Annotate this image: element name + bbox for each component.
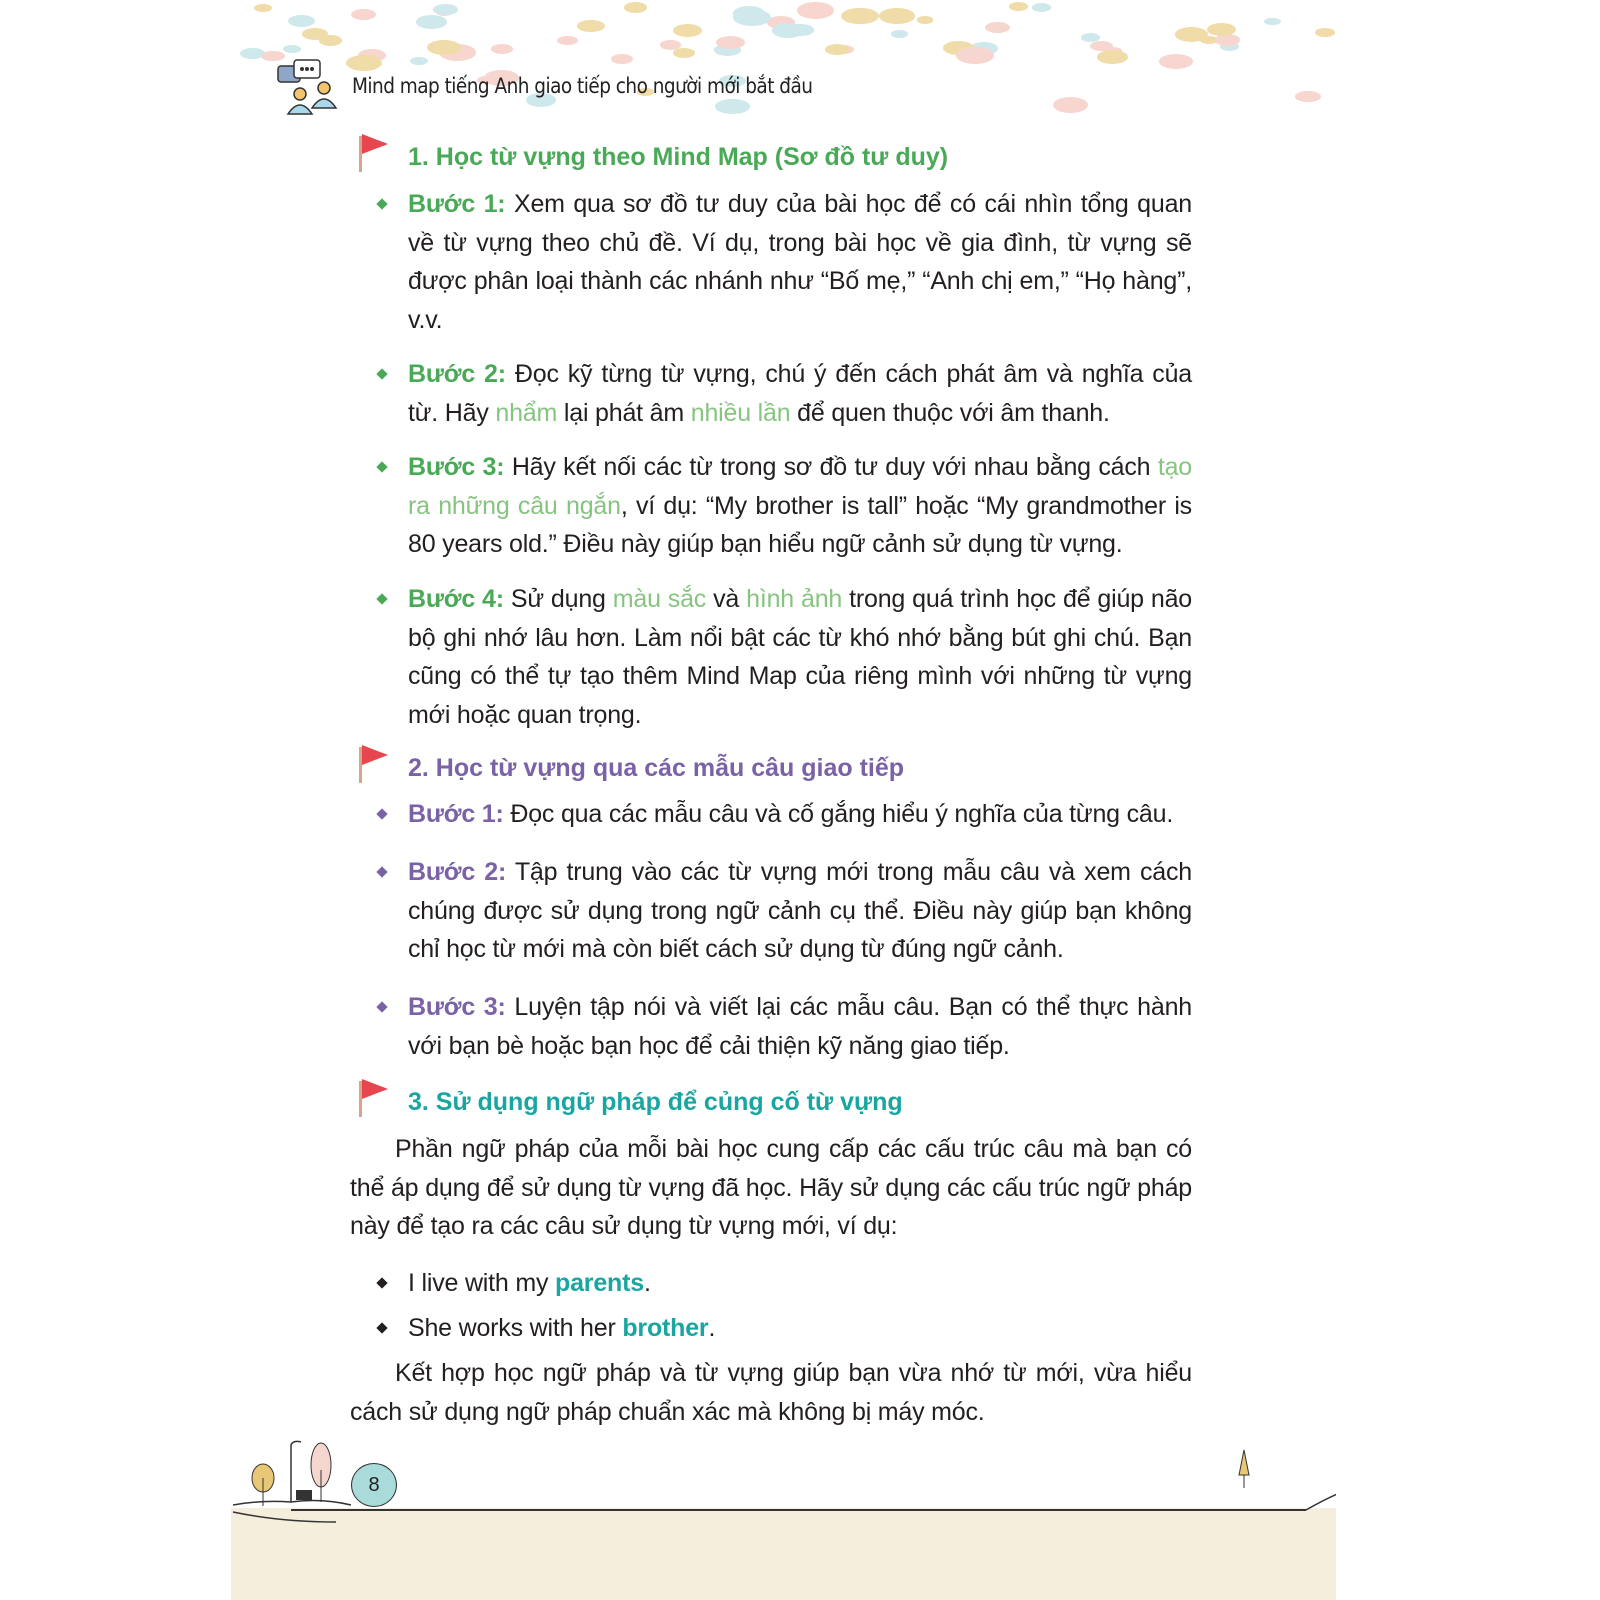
- header-decor-dot: [1264, 18, 1281, 26]
- flag-icon: [356, 132, 390, 174]
- header-decor-dot: [985, 22, 1010, 33]
- step-label: Bước 2:: [408, 858, 507, 886]
- header-decor-dot: [716, 36, 745, 49]
- page-number-badge: [351, 1463, 397, 1507]
- highlighted-text: tạo ra những câu ngắn: [408, 453, 1192, 520]
- step-text: Tập trung vào các từ vựng mới trong mẫu câu và xem cách chúng được sử dụng trong ngữ cảnh cụ thể. Điều này giúp bạn không chỉ học từ mới mà còn biết cách sử dụng từ đúng ngữ cảnh.: [408, 858, 1193, 964]
- header-decor-dot: [772, 23, 804, 37]
- header-decor-dot: [660, 40, 681, 49]
- example-item: [408, 1309, 1192, 1348]
- header-decor-dot: [1159, 54, 1193, 69]
- page-number: 8: [368, 1473, 380, 1496]
- outro-paragraph: Kết hợp học ngữ pháp và từ vựng giúp bạn vừa nhớ từ mới, vừa hiểu cách sử dụng ngữ pháp chuẩn xác mà không bị máy móc.: [350, 1359, 1192, 1426]
- header-decor-dot: [611, 54, 633, 64]
- header-decor-dot: [416, 15, 447, 29]
- header-decor-dot: [577, 20, 605, 32]
- section-heading: 2. Học từ vựng qua các mẫu câu giao tiếp: [408, 754, 905, 782]
- header-decor-dot: [351, 9, 376, 20]
- flag-icon: [356, 1077, 390, 1119]
- step-label: Bước 1:: [408, 190, 506, 218]
- step-item: [408, 448, 1192, 564]
- step-text: Đọc qua các mẫu câu và cố gắng hiểu ý nghĩa của từng câu.: [503, 800, 1174, 828]
- step-label: Bước 3:: [408, 453, 505, 481]
- highlighted-text: màu sắc: [612, 585, 707, 613]
- header-decor-dot: [879, 8, 914, 24]
- step-label: Bước 4:: [408, 585, 504, 613]
- flag-icon: [356, 743, 390, 785]
- header-decor-dot: [825, 44, 849, 55]
- header-decor-dot: [1315, 28, 1335, 37]
- header-decor-dot: [427, 40, 461, 55]
- step-item: [408, 185, 1192, 340]
- header-decor-dot: [288, 15, 315, 27]
- intro-paragraph: Phần ngữ pháp của mỗi bài học cung cấp các cấu trúc câu mà bạn có thể áp dụng để sử dụng từ vựng đã học. Hãy sử dụng các cấu trúc ngữ pháp này để tạo ra các câu sử dụng từ vựng mới, ví dụ:: [350, 1135, 1192, 1241]
- header-decor-dot: [797, 2, 834, 19]
- header-decor-dot: [891, 30, 908, 37]
- header-decor-dot: [956, 47, 994, 64]
- section-heading: 1. Học từ vựng theo Mind Map (Sơ đồ tư duy): [408, 143, 949, 171]
- step-text: Sử dụng: [503, 585, 613, 613]
- step-label: Bước 3:: [408, 993, 506, 1021]
- header-decor-dot: [917, 16, 933, 23]
- header-decor-dot: [1097, 50, 1128, 64]
- header-decor-dot: [346, 55, 382, 71]
- header-decor-dot: [410, 57, 428, 65]
- header-title: Mind map tiếng Anh giao tiếp cho người mới bắt đầu: [352, 74, 813, 98]
- header-decor-dot: [491, 44, 513, 54]
- header-decor-dot: [673, 48, 695, 58]
- step-label: Bước 2:: [408, 360, 506, 388]
- header-decor-dot: [841, 8, 878, 25]
- step-item: [408, 355, 1192, 432]
- step-text: Luyện tập nói và viết lại các mẫu câu. Bạn có thể thực hành với bạn bè hoặc bạn học để cải thiện kỹ năng giao tiếp.: [408, 993, 1192, 1060]
- header-decor-dot: [1032, 3, 1051, 11]
- header-decor-dot: [302, 28, 329, 40]
- step-item: [408, 795, 1192, 834]
- header-decor-dot: [624, 2, 647, 12]
- step-item: [408, 580, 1192, 735]
- header-decor-dot: [1053, 97, 1088, 113]
- step-text: , ví dụ: “My brother is tall” hoặc “My grandmother is 80 years old.” Điều này giúp bạn hiểu ngữ cảnh sử dụng từ vựng.: [408, 491, 1192, 559]
- header-decor-dot: [1009, 2, 1028, 11]
- step-text: lại phát âm: [557, 398, 691, 427]
- header-decor-dot: [1081, 33, 1100, 42]
- header-decor-dot: [733, 6, 765, 21]
- step-text: và: [706, 585, 747, 613]
- footer-landscape: [231, 1430, 1336, 1530]
- step-item: [408, 988, 1192, 1065]
- header-decor-dot: [557, 36, 578, 45]
- example-text: I live with my: [408, 1269, 556, 1297]
- example-item: [408, 1264, 1192, 1303]
- example-text: .: [643, 1269, 651, 1297]
- step-text: để quen thuộc với âm thanh.: [790, 398, 1110, 427]
- step-text: trong quá trình học để giúp não bộ ghi nhớ lâu hơn. Làm nổi bật các từ khó nhớ bằng bút ghi chú. Bạn cũng có thể tự tạo thêm Mind Map của riêng mình với những từ vựng mới hoặc quan trọng.: [408, 585, 1192, 730]
- step-text: Hãy kết nối các từ trong sơ đồ tư duy với nhau bằng cách: [504, 453, 1158, 481]
- step-text: Đọc kỹ từng từ vựng, chú ý đến cách phát âm và nghĩa của từ. Hãy: [408, 360, 1192, 427]
- header-decor-dot: [715, 99, 749, 114]
- highlighted-text: nhẩm: [495, 398, 558, 427]
- highlighted-text: nhiều lần: [690, 398, 791, 427]
- example-text: She works with her: [408, 1314, 623, 1342]
- example-keyword: parents: [555, 1269, 644, 1297]
- header-decor-dot: [1295, 91, 1321, 103]
- header-decor-dot: [254, 4, 272, 12]
- highlighted-text: hình ảnh: [746, 585, 843, 613]
- header-decor-dot: [283, 45, 301, 53]
- step-label: Bước 1:: [408, 800, 504, 828]
- header-decor-dot: [673, 24, 702, 37]
- section-heading: 3. Sử dụng ngữ pháp để củng cố từ vựng: [408, 1088, 903, 1116]
- step-text: Xem qua sơ đồ tư duy của bài học để có cái nhìn tổng quan về từ vựng theo chủ đề. Ví dụ, trong bài học về gia đình, từ vựng sẽ được phân loại thành các nhánh như “Bố mẹ,” “Anh chị em,” “Họ hàng”, v.v.: [408, 190, 1192, 335]
- header-decor-dot: [433, 4, 458, 15]
- step-item: [408, 853, 1192, 969]
- chat-people-icon: [274, 58, 344, 118]
- header-decor-dot: [1215, 34, 1240, 45]
- example-keyword: brother: [622, 1314, 709, 1342]
- example-text: .: [708, 1314, 716, 1342]
